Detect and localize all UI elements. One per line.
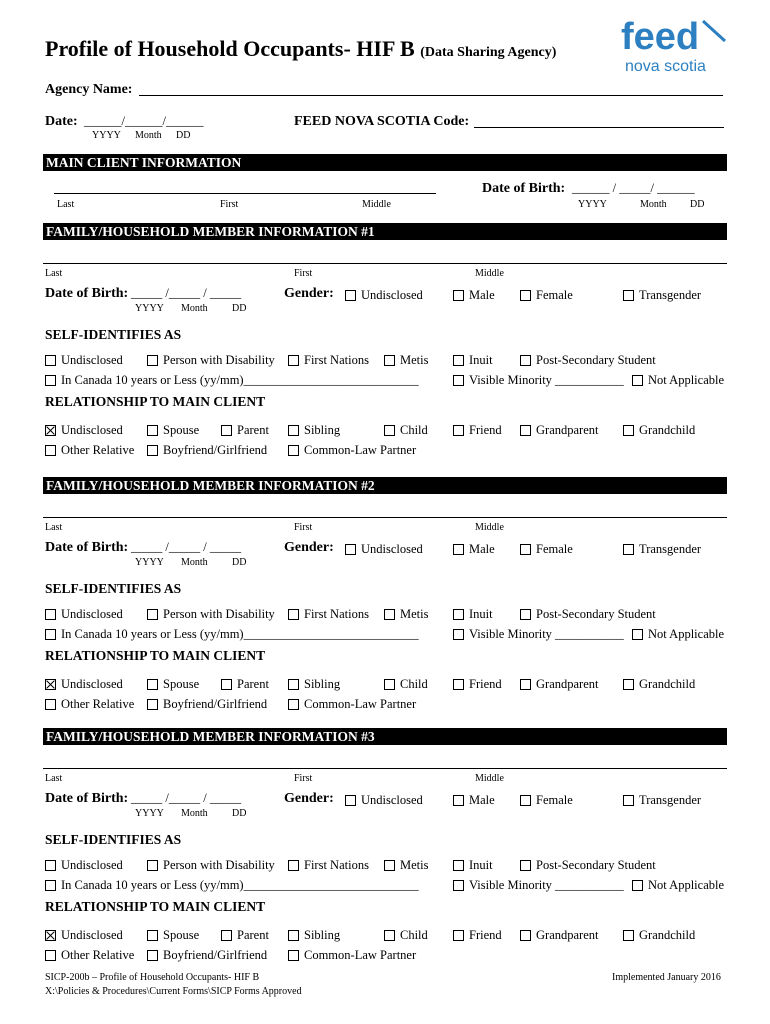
m1-gender-option[interactable]	[520, 288, 573, 303]
checkbox-icon[interactable]	[147, 950, 158, 961]
main-middle-hint: Middle	[362, 199, 391, 210]
checkbox-icon[interactable]	[453, 860, 464, 871]
checkbox-label: Other Relative	[61, 697, 135, 711]
checkbox-icon[interactable]	[147, 609, 158, 620]
m1-dob-label: Date of Birth:	[45, 286, 129, 301]
m2-relationship-heading: RELATIONSHIP TO MAIN CLIENT	[45, 648, 266, 663]
checkbox-label: Metis	[400, 858, 429, 872]
checkbox-label: Common-Law Partner	[304, 697, 417, 711]
m2-rel-option[interactable]	[288, 697, 416, 712]
m2-self-option[interactable]	[147, 607, 275, 622]
checkbox-label: Undisclosed	[361, 542, 423, 556]
date-yyyy-hint: YYYY	[92, 130, 121, 141]
footer-path: X:\Policies & Procedures\Current Forms\SICP Forms Approved	[45, 986, 302, 997]
checkbox-label: Visible Minority ___________	[469, 373, 624, 387]
m1-first-hint: First	[294, 268, 313, 279]
checkbox-icon[interactable]	[221, 425, 232, 436]
m2-rel-option[interactable]	[520, 677, 598, 692]
checkbox-label: Grandparent	[536, 423, 599, 437]
checkbox-icon[interactable]	[453, 355, 464, 366]
checkbox-icon[interactable]	[288, 445, 299, 456]
checkbox-label: Person with Disability	[163, 607, 275, 621]
date-month-hint: Month	[135, 130, 162, 141]
main-month-hint: Month	[640, 199, 667, 210]
checkbox-label: Post-Secondary Student	[536, 607, 656, 621]
checkbox-label: Undisclosed	[361, 793, 423, 807]
checkbox-icon[interactable]	[453, 880, 464, 891]
checkbox-icon[interactable]	[520, 425, 531, 436]
checkbox-icon[interactable]	[147, 930, 158, 941]
m2-gender-option[interactable]	[520, 542, 573, 557]
checkbox-icon[interactable]	[520, 544, 531, 555]
m3-rel-option[interactable]	[45, 928, 123, 943]
checkbox-label: Grandchild	[639, 928, 696, 942]
checkbox-label: Spouse	[163, 423, 200, 437]
main-client-name-field[interactable]	[54, 193, 436, 194]
m2-self-identifies-heading: SELF-IDENTIFIES AS	[45, 581, 182, 596]
m3-rel-option[interactable]	[147, 948, 267, 963]
m2-rel-option[interactable]	[221, 677, 269, 692]
checkbox-icon[interactable]	[632, 629, 643, 640]
m3-rel-option[interactable]	[147, 928, 199, 943]
checkbox-icon[interactable]	[45, 880, 56, 891]
m1-rel-option[interactable]	[45, 423, 123, 438]
m1-gender-label: Gender:	[284, 286, 334, 301]
m3-self-option[interactable]	[384, 858, 428, 873]
checkbox-label: Undisclosed	[61, 858, 123, 872]
m3-self-option[interactable]	[45, 858, 123, 873]
checkbox-label: Child	[400, 423, 428, 437]
m3-gender-option[interactable]	[520, 793, 573, 808]
m2-self-option[interactable]	[384, 607, 428, 622]
m3-self-option[interactable]	[147, 858, 275, 873]
checkbox-icon[interactable]	[288, 699, 299, 710]
checkbox-label: Male	[469, 288, 495, 302]
m3-last-hint: Last	[45, 773, 63, 784]
m3-name-field[interactable]	[43, 768, 727, 769]
checked-box-icon[interactable]	[45, 425, 56, 436]
m2-not-applicable-option[interactable]	[632, 627, 724, 642]
m1-visible-minority-option[interactable]	[453, 373, 624, 388]
checkbox-label: Undisclosed	[61, 677, 123, 691]
checkbox-icon[interactable]	[453, 679, 464, 690]
checkbox-label: Spouse	[163, 677, 200, 691]
checked-box-icon[interactable]	[45, 930, 56, 941]
checkbox-icon[interactable]	[288, 609, 299, 620]
m1-month-hint: Month	[181, 303, 208, 314]
m3-self-option[interactable]	[520, 858, 656, 873]
m1-relationship-heading: RELATIONSHIP TO MAIN CLIENT	[45, 394, 266, 409]
checkbox-icon[interactable]	[221, 679, 232, 690]
checkbox-icon[interactable]	[45, 445, 56, 456]
m1-member-bar: FAMILY/HOUSEHOLD MEMBER INFORMATION #1	[43, 223, 727, 240]
m3-rel-option[interactable]	[453, 928, 502, 943]
checkbox-label: Grandparent	[536, 928, 599, 942]
m3-self-option[interactable]	[453, 858, 493, 873]
m3-self-identifies-heading: SELF-IDENTIFIES AS	[45, 832, 182, 847]
m3-dd-hint: DD	[232, 808, 247, 819]
agency-name-label: Agency Name:	[45, 82, 133, 97]
checkbox-label: Female	[536, 793, 573, 807]
m3-relationship-heading: RELATIONSHIP TO MAIN CLIENT	[45, 899, 266, 914]
checkbox-label: Male	[469, 793, 495, 807]
m2-gender-label: Gender:	[284, 540, 334, 555]
m2-rel-option[interactable]	[147, 677, 199, 692]
checkbox-icon[interactable]	[45, 629, 56, 640]
m2-self-option[interactable]	[453, 607, 493, 622]
checkbox-label: Not Applicable	[648, 373, 725, 387]
m3-visible-minority-option[interactable]	[453, 878, 624, 893]
m2-member-bar: FAMILY/HOUSEHOLD MEMBER INFORMATION #2	[43, 477, 727, 494]
checkbox-icon[interactable]	[520, 679, 531, 690]
checkbox-label: Visible Minority ___________	[469, 627, 624, 641]
checkbox-label: Post-Secondary Student	[536, 858, 656, 872]
checkbox-label: Undisclosed	[61, 353, 123, 367]
checkbox-label: Inuit	[469, 607, 493, 621]
m3-dob-field[interactable]: _____ /_____ / _____	[131, 791, 242, 805]
checkbox-icon[interactable]	[288, 860, 299, 871]
checkbox-label: Common-Law Partner	[304, 443, 417, 457]
checkbox-icon[interactable]	[384, 425, 395, 436]
checkbox-icon[interactable]	[45, 950, 56, 961]
checkbox-icon[interactable]	[345, 795, 356, 806]
checkbox-icon[interactable]	[453, 425, 464, 436]
m2-rel-option[interactable]	[45, 677, 123, 692]
m2-dd-hint: DD	[232, 557, 247, 568]
m3-gender-option[interactable]	[453, 793, 495, 808]
checkbox-label: Transgender	[639, 793, 702, 807]
m1-last-hint: Last	[45, 268, 63, 279]
checkbox-label: Grandparent	[536, 677, 599, 691]
checkbox-label: Visible Minority ___________	[469, 878, 624, 892]
checkbox-icon[interactable]	[288, 425, 299, 436]
m1-rel-option[interactable]	[288, 443, 416, 458]
m2-rel-option[interactable]	[288, 677, 340, 692]
checkbox-icon[interactable]	[45, 699, 56, 710]
m3-rel-option[interactable]	[384, 928, 428, 943]
checkbox-label: Child	[400, 677, 428, 691]
feed-nova-scotia-logo	[617, 15, 732, 77]
m2-gender-option[interactable]	[345, 542, 423, 557]
m3-rel-option[interactable]	[45, 948, 134, 963]
checkbox-icon[interactable]	[623, 544, 634, 555]
checkbox-label: Undisclosed	[61, 928, 123, 942]
checkbox-label: Sibling	[304, 928, 341, 942]
checkbox-icon[interactable]	[45, 375, 56, 386]
main-dd-hint: DD	[690, 199, 705, 210]
checkbox-label: Boyfriend/Girlfriend	[163, 697, 268, 711]
checkbox-icon[interactable]	[288, 950, 299, 961]
m2-name-field[interactable]	[43, 517, 727, 518]
form-title: Profile of Household Occupants- HIF B (Data Sharing Agency)	[45, 36, 557, 61]
m2-yyyy-hint: YYYY	[135, 557, 164, 568]
m1-dd-hint: DD	[232, 303, 247, 314]
checkbox-icon[interactable]	[147, 425, 158, 436]
checkbox-icon[interactable]	[623, 679, 634, 690]
checkbox-label: Child	[400, 928, 428, 942]
m1-rel-option[interactable]	[45, 443, 134, 458]
date-dd-hint: DD	[176, 130, 191, 141]
checkbox-label: Person with Disability	[163, 858, 275, 872]
m3-member-bar: FAMILY/HOUSEHOLD MEMBER INFORMATION #3	[43, 728, 727, 745]
checkbox-label: Other Relative	[61, 443, 135, 457]
m2-dob-field[interactable]: _____ /_____ / _____	[131, 540, 242, 554]
checkbox-icon[interactable]	[384, 679, 395, 690]
logo-bottom-text: nova scotia	[625, 58, 706, 75]
main-first-hint: First	[220, 199, 239, 210]
checkbox-icon[interactable]	[147, 860, 158, 871]
main-dob-label: Date of Birth:	[482, 181, 566, 196]
checkbox-icon[interactable]	[520, 355, 531, 366]
m3-rel-option[interactable]	[221, 928, 269, 943]
checkbox-label: Metis	[400, 353, 429, 367]
m3-not-applicable-option[interactable]	[632, 878, 724, 893]
checkbox-label: In Canada 10 years or Less (yy/mm)____________________________	[61, 878, 419, 892]
m1-gender-option[interactable]	[453, 288, 495, 303]
m2-middle-hint: Middle	[475, 522, 504, 533]
m1-gender-option[interactable]	[345, 288, 423, 303]
m2-gender-option[interactable]	[453, 542, 495, 557]
main-last-hint: Last	[57, 199, 75, 210]
checkbox-icon[interactable]	[288, 355, 299, 366]
checkbox-label: Female	[536, 288, 573, 302]
m1-rel-option[interactable]	[384, 423, 428, 438]
m1-yyyy-hint: YYYY	[135, 303, 164, 314]
checkbox-icon[interactable]	[288, 930, 299, 941]
m1-rel-option[interactable]	[623, 423, 695, 438]
m1-middle-hint: Middle	[475, 268, 504, 279]
date-label: Date:	[45, 114, 78, 129]
m1-self-option[interactable]	[288, 353, 369, 368]
main-yyyy-hint: YYYY	[578, 199, 607, 210]
checkbox-icon[interactable]	[221, 930, 232, 941]
checkbox-label: Transgender	[639, 288, 702, 302]
m1-self-option[interactable]	[45, 353, 123, 368]
checkbox-icon[interactable]	[520, 930, 531, 941]
m3-rel-option[interactable]	[288, 928, 340, 943]
checkbox-icon[interactable]	[453, 544, 464, 555]
m1-self-option[interactable]	[384, 353, 428, 368]
checkbox-icon[interactable]	[453, 629, 464, 640]
checkbox-icon[interactable]	[147, 445, 158, 456]
checkbox-icon[interactable]	[345, 290, 356, 301]
checkbox-icon[interactable]	[345, 544, 356, 555]
checkbox-label: Not Applicable	[648, 878, 725, 892]
fns-code-field[interactable]	[474, 127, 724, 128]
m3-gender-option[interactable]	[623, 793, 701, 808]
checkbox-icon[interactable]	[147, 355, 158, 366]
date-field[interactable]: ______/______/______	[84, 114, 204, 128]
m2-month-hint: Month	[181, 557, 208, 568]
checkbox-label: Metis	[400, 607, 429, 621]
checkbox-icon[interactable]	[623, 795, 634, 806]
m2-rel-option[interactable]	[45, 697, 134, 712]
m3-rel-option[interactable]	[623, 928, 695, 943]
checkbox-icon[interactable]	[623, 930, 634, 941]
checkbox-label: Friend	[469, 928, 502, 942]
m1-rel-option[interactable]	[147, 443, 267, 458]
checkbox-label: Transgender	[639, 542, 702, 556]
m3-self-option[interactable]	[288, 858, 369, 873]
checkbox-icon[interactable]	[45, 609, 56, 620]
m1-in-canada-option[interactable]	[45, 373, 419, 388]
m1-rel-option[interactable]	[147, 423, 199, 438]
checkbox-icon[interactable]	[623, 425, 634, 436]
m1-rel-option[interactable]	[520, 423, 598, 438]
m2-rel-option[interactable]	[147, 697, 267, 712]
checkbox-icon[interactable]	[288, 679, 299, 690]
m3-rel-option[interactable]	[288, 948, 416, 963]
checkbox-icon[interactable]	[45, 860, 56, 871]
checkbox-label: Friend	[469, 423, 502, 437]
checkbox-label: Friend	[469, 677, 502, 691]
checkbox-icon[interactable]	[520, 609, 531, 620]
checkbox-icon[interactable]	[632, 880, 643, 891]
checkbox-label: Common-Law Partner	[304, 948, 417, 962]
m1-name-field[interactable]	[43, 263, 727, 264]
checkbox-icon[interactable]	[453, 609, 464, 620]
m2-dob-label: Date of Birth:	[45, 540, 129, 555]
checkbox-label: Boyfriend/Girlfriend	[163, 443, 268, 457]
checkbox-icon[interactable]	[632, 375, 643, 386]
checkbox-label: Grandchild	[639, 423, 696, 437]
checkbox-label: Undisclosed	[61, 607, 123, 621]
footer-implemented: Implemented January 2016	[612, 972, 721, 983]
checkbox-icon[interactable]	[520, 860, 531, 871]
checkbox-label: Inuit	[469, 353, 493, 367]
agency-name-field[interactable]	[139, 95, 723, 96]
checkbox-label: Male	[469, 542, 495, 556]
checkbox-icon[interactable]	[384, 930, 395, 941]
checkbox-label: Undisclosed	[361, 288, 423, 302]
m1-dob-field[interactable]: _____ /_____ / _____	[131, 286, 242, 300]
m1-self-option[interactable]	[520, 353, 656, 368]
m2-rel-option[interactable]	[384, 677, 428, 692]
fork-icon	[703, 21, 725, 41]
m3-first-hint: First	[294, 773, 313, 784]
checkbox-label: Female	[536, 542, 573, 556]
checkbox-label: First Nations	[304, 858, 369, 872]
m2-in-canada-option[interactable]	[45, 627, 419, 642]
m1-rel-option[interactable]	[221, 423, 269, 438]
checkbox-label: Other Relative	[61, 948, 135, 962]
checkbox-icon[interactable]	[147, 699, 158, 710]
m3-in-canada-option[interactable]	[45, 878, 419, 893]
checkbox-label: Spouse	[163, 928, 200, 942]
m3-yyyy-hint: YYYY	[135, 808, 164, 819]
main-dob-field[interactable]: ______ / _____/ ______	[572, 181, 695, 195]
m3-dob-label: Date of Birth:	[45, 791, 129, 806]
checkbox-icon[interactable]	[384, 609, 395, 620]
checkbox-icon[interactable]	[384, 860, 395, 871]
m2-self-option[interactable]	[288, 607, 369, 622]
checkbox-icon[interactable]	[453, 290, 464, 301]
checkbox-icon[interactable]	[147, 679, 158, 690]
checkbox-icon[interactable]	[384, 355, 395, 366]
checkbox-label: Undisclosed	[61, 423, 123, 437]
checkbox-icon[interactable]	[453, 375, 464, 386]
m2-first-hint: First	[294, 522, 313, 533]
m1-gender-option[interactable]	[623, 288, 701, 303]
checkbox-label: In Canada 10 years or Less (yy/mm)____________________________	[61, 373, 419, 387]
m2-self-option[interactable]	[520, 607, 656, 622]
checkbox-icon[interactable]	[45, 355, 56, 366]
checkbox-label: First Nations	[304, 607, 369, 621]
m2-visible-minority-option[interactable]	[453, 627, 624, 642]
m2-last-hint: Last	[45, 522, 63, 533]
m2-rel-option[interactable]	[453, 677, 502, 692]
logo-top-text: feed	[621, 16, 700, 58]
checkbox-label: Grandchild	[639, 677, 696, 691]
main-client-bar: MAIN CLIENT INFORMATION	[43, 154, 727, 171]
m1-rel-option[interactable]	[453, 423, 502, 438]
checkbox-label: Sibling	[304, 423, 341, 437]
checkbox-label: Post-Secondary Student	[536, 353, 656, 367]
m1-self-identifies-heading: SELF-IDENTIFIES AS	[45, 327, 182, 342]
m3-gender-label: Gender:	[284, 791, 334, 806]
checked-box-icon[interactable]	[45, 679, 56, 690]
fns-code-label: FEED NOVA SCOTIA Code:	[294, 114, 470, 129]
checkbox-label: In Canada 10 years or Less (yy/mm)____________________________	[61, 627, 419, 641]
m2-gender-option[interactable]	[623, 542, 701, 557]
m1-rel-option[interactable]	[288, 423, 340, 438]
checkbox-icon[interactable]	[520, 795, 531, 806]
checkbox-icon[interactable]	[623, 290, 634, 301]
checkbox-label: Parent	[237, 928, 269, 942]
m1-not-applicable-option[interactable]	[632, 373, 724, 388]
checkbox-label: First Nations	[304, 353, 369, 367]
m1-self-option[interactable]	[453, 353, 493, 368]
m3-gender-option[interactable]	[345, 793, 423, 808]
checkbox-icon[interactable]	[453, 930, 464, 941]
checkbox-label: Inuit	[469, 858, 493, 872]
checkbox-label: Not Applicable	[648, 627, 725, 641]
checkbox-label: Boyfriend/Girlfriend	[163, 948, 268, 962]
m3-middle-hint: Middle	[475, 773, 504, 784]
m3-rel-option[interactable]	[520, 928, 598, 943]
checkbox-label: Parent	[237, 677, 269, 691]
m1-self-option[interactable]	[147, 353, 275, 368]
m2-self-option[interactable]	[45, 607, 123, 622]
checkbox-icon[interactable]	[520, 290, 531, 301]
m2-rel-option[interactable]	[623, 677, 695, 692]
m3-month-hint: Month	[181, 808, 208, 819]
checkbox-label: Person with Disability	[163, 353, 275, 367]
checkbox-icon[interactable]	[453, 795, 464, 806]
checkbox-label: Sibling	[304, 677, 341, 691]
checkbox-label: Parent	[237, 423, 269, 437]
footer-form-code: SICP-200b – Profile of Household Occupants- HIF B	[45, 972, 260, 983]
